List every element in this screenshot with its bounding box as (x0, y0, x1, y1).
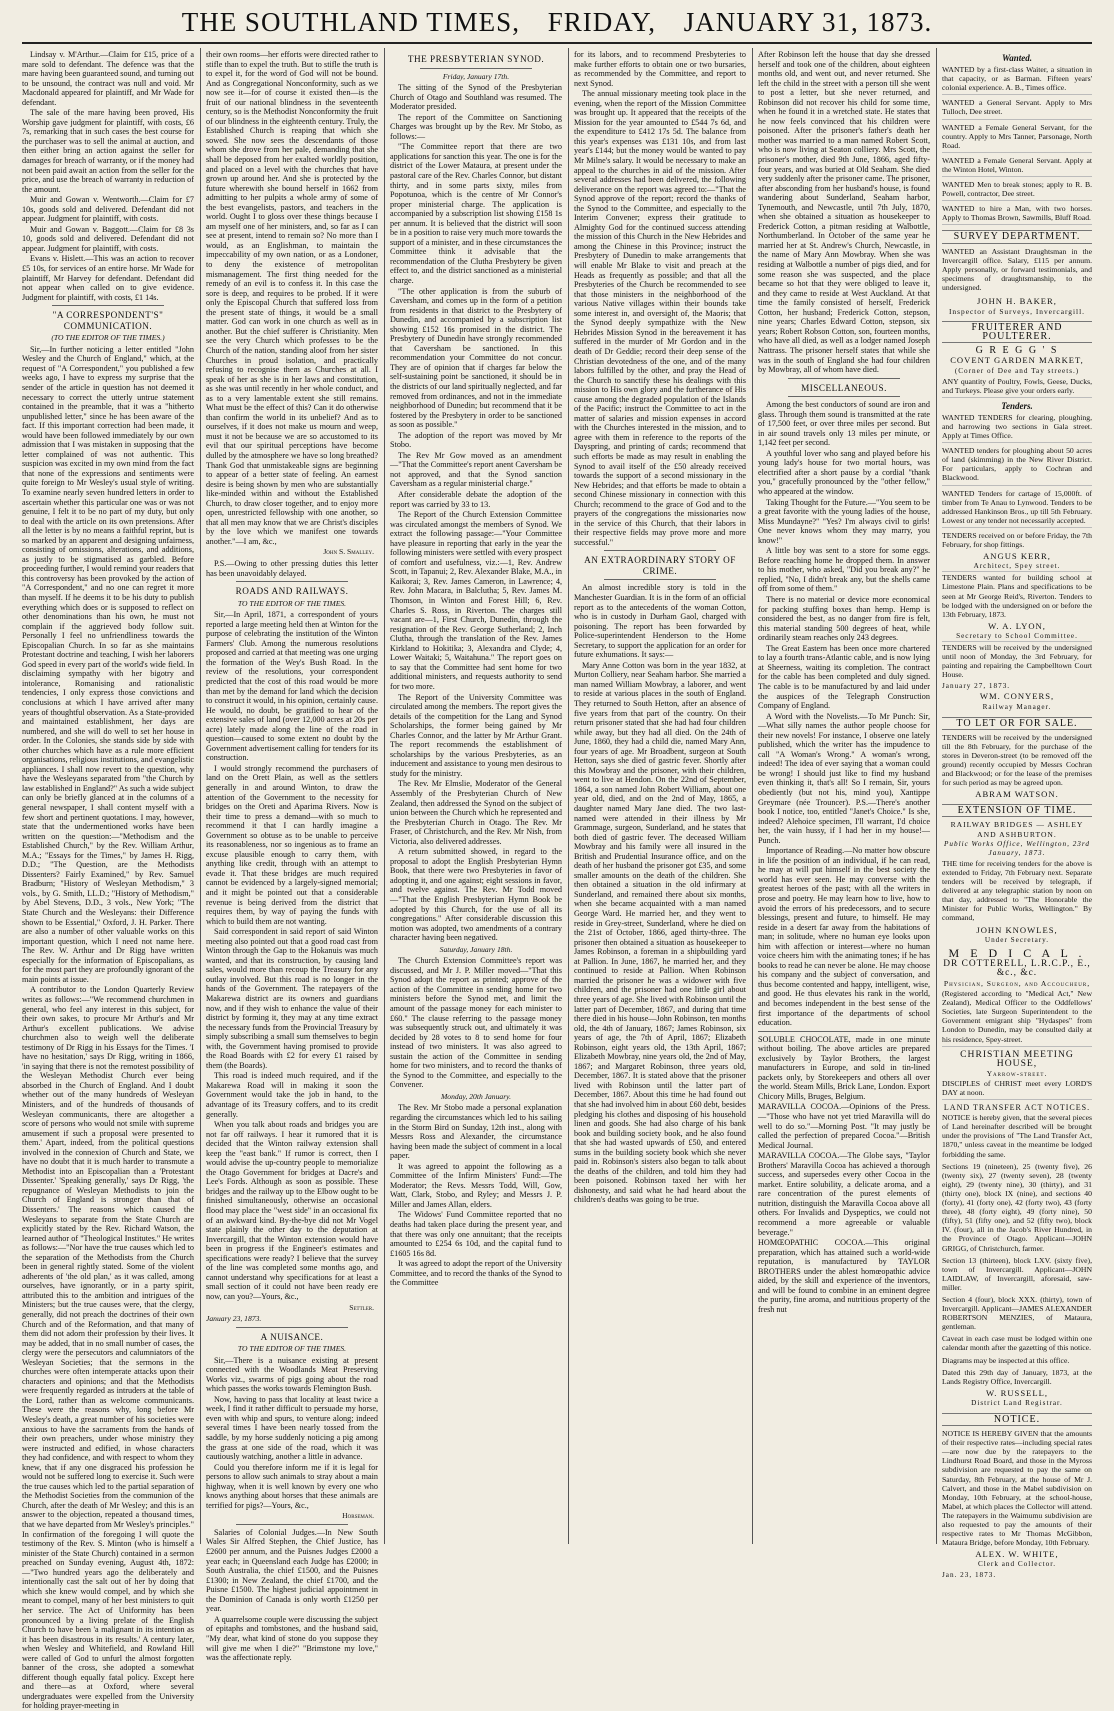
land-notice: Diagrams may be inspected at this office. (942, 1355, 1070, 1365)
survey-advert: WANTED an Assistant Draughtsman in the Invercargill office. Salary, £115 per annum. Apply personally, or forward testimonials, and specimens of draughtsmanship, to the undersigned. (942, 246, 1092, 292)
letter-continuation: their own rooms—her efforts were directed rather to stifle than to expel the truth. But to stifle the truth is to expel it, for the word of God will not be bound. And as Congregational Nonconformity, such as we now see it—for of course it existed then—is the fruit of our national blindness in the seventeenth century, so is the Methodist Nonconformity the fruit of our blindness in the eighteenth century. Truly, the Established Church is reaping that which she sowed. She now sees the descendants of those whom she drove from her pale, demanding that she shall be deposed from her exalted worldly position, and placed on a level with the churches that have grown up around her. And she is protected by the future wherewith she bound herself in 1662 from admitting to her pulpits a whole army of some of the best evangelists, pastors, and teachers in the world. Ought I to gloss over these things because I am myself one of her ministers, and, so far as I can see at present, intend to remain so? No more than I would, as an Englishman, to maintain the impeccability of my own nation, or as a Londoner, to deny the existence of metropolitan mismanagement. The first thing needed for the remedy of an evil is to confess it. In this case the sore is deep, and requires to be probed. If it were only the Episcopal Church that suffered loss from the present state of things, it would be a small matter. God can work in one church as well as in another. But the chief sufferer is Christianity. Men see the very Church which professes to be the Church of the nation, standing aloof from her sister Churches in proud isolation, and practically refusing to recognise them as Churches at all. I speak of her as she is in her laws and constitution, as she was until recently in her whole conduct, and as to a very lamentable extent she still remains. What must be the effect of this? Can it do otherwise than confirm the world in its unbelief? And as to ourselves, if it does not make us mourn and weep, must it not be because we are so accustomed to its evil that our spiritual perceptions have become dulled by the atmosphere we have so long breathed? Thank God that unmistakeable signs are beginning to appear of a better state of feeling. An earnest desire is being shown by men who are substantially like-minded within and without the Established Church, to draw closer together, and to enjoy more open, unrestricted fellowship with one another, so that all men may know that we are Christ's disciples by the love which we manifest one towards another."—I am, &c., (206, 50, 378, 546)
divider (604, 550, 716, 551)
advert-date: Jan. 23, 1873. (942, 1570, 997, 1579)
law-report: Muir and Gowan v. Baggott.—Claim for £8 3s 10, goods sold and delivered. Defendant did not appear. Judgment for plaintiff, with costs. (22, 224, 194, 253)
land-notice: Section 13 (thirteen), block LXV. (sixty five), town of Invercargill. Applicant—JOHN LAIDLAW, of Invercargill, aforesaid, saw-miller. (942, 1255, 1092, 1292)
session-date: Saturday, January 18th. (439, 944, 513, 954)
misc-item: A Word with the Novelists.—To Mr Punch: Sir,—What silly names the author people choose for their new novels! For instance, I observe one lately published, which the writer has the impudence to call "A Woman's Wrong." A woman's wrong, indeed! The idea of ever saying that a woman could be wrong! I should just like to find my husband even thinking it, that's all! So I remain, Sir, yours obediently (but not his, mind you), Xantippe Greymare (née Trouncer). P.S.—There's another book I notice, too, entitled "Janet's Choice." Is she, indeed? Alehoice specimen, I'll warrant, I'd choice her, the vain hussy, if I had her in my house!—Punch. (758, 711, 930, 845)
tender-advert: WANTED Tenders for cartage of 15,000ft. of timber from Te Anau to Lynwood. Tenders to be addressed Hankinson Bros., up till 5th February. Lowest or any tender not necessarily accepted. (942, 489, 1092, 528)
column-1 (22, 50, 195, 1711)
signature: Horseman. (342, 1511, 374, 1521)
advertiser-title: District Land Registrar. (971, 1398, 1063, 1407)
advertiser-name: W. RUSSELL, (985, 1387, 1048, 1398)
advert-date: January 27, 1873. (942, 682, 1011, 691)
law-report: Evans v. Hislett.—This was an action to recover £5 10s, for services of an entire horse. Mr Wade for plaintiff, Mr Harvey for defendant. Defendant did not appear when called on to give evidence. Judgment for plaintiff, with costs, £1 14s. (22, 254, 194, 302)
medical-advert: (Registered according to "Medical Act," New Zealand), Medical Officer to the Oddfellows' Societies, late Surgeon Superintendent to the Government emigrant ship "Hydaspes" from London to Dunedin, may be consulted daily at his residence, Spey-street. (942, 989, 1092, 1047)
advertiser-name: ALEX. W. WHITE, (975, 1549, 1059, 1560)
misc-item: The Great Eastern has been once more chartered to lay a fourth trans-Atlantic cable, and is now lying at Sheerness, waiting its completion. The contract for the cable has been completed and duly signed. The cable is to be manufactured by and laid under the auspices of the Telegraph Construction Company of England. (758, 643, 930, 711)
land-notice: Sections 19 (nineteen), 25 (twenty five), 26 (twenty six), 27 (twenty seven), 28 (twenty eight), 29 (twenty nine), 30 (thirty), and 31 (thirty one), block IX (nine), and sections 40 (forty), 41 (forty one), 42 (forty two), 43 (forty three), 48 (forty eight), 49 (forty nine), 50 (fifty), 51 (fifty one), and 52 (fifty two), block IV. (four), all in the Jacob's River Hundred, in the Province of Otago. Applicant—JOHN GRIGG, of Christchurch, farmer. (942, 1161, 1092, 1253)
article-continuation: After Robinson left the house that day she dressed herself and took one of the children, about eighteen months old, and went out, and never returned. She left the child in the street with a person till she went to post a letter, but she never returned, and Robinson did not recover his child for some time, when he found it in a wretched state. He states that he now feels convinced that his children were poisoned. After the prisoner's father's death her mother was married to a man named Robert Scott, who is now living at Seaton colliery. Mrs Scott, the prisoner's mother, died 9th June, 1866, aged fifty-four years, and was buried at Old Seaham. She died very suddenly after the prisoner came. The prisoner, after absconding from her husband's house, is found wandering about Sunderland, Seaham harbor, Tynemouth, and Newcastle, until 7th July, 1870, when she obtained a situation as housekeeper to Frederick Cotton, a pitman residing at Walbottle, Northumberland. In October of the same year he married her at St. Andrew's Church, Newcastle, in the name of Mary Ann Mowbray. When she was residing at Walbottle a number of pigs died, and for some reason she was suspected, and the place became so hot that they were obliged to leave it, and they came to reside at West Auckland. At that time the family consisted of herself, Frederick Cotton, her husband; Frederick Cotton, stepson, nine years; Charles Edward Cotton, stepson, six years; Robert Robson Cotton, son, fourteen months, who have all died, as well as a lodger named Joseph Nattrass. The prisoner herself states that while she was in the south of England she had four children by Mowbray, all of whom have died. (758, 50, 930, 375)
wanted-advert: WANTED a General Servant. Apply to Mrs Tulloch, Dee street. (942, 98, 1092, 119)
news-paragraph: Salaries of Colonial Judges.—In New South Wales Sir Alfred Stephen, the Chief Justice, has £2600 per annum, and the Puisnes Judges £2000 a year each; in Queensland each Judge has £2000; in South Australia, the chief £1500, and the Puisnes £1300; in New Zealand, the chief £1700, and the Puisne £1500. The highest judicial appointment in the Dominion of Canada is only worth £1250 per year. (206, 1527, 378, 1614)
advertiser-name: G R E G G ' S (975, 345, 1059, 357)
session-date: Monday, 20th January. (440, 1091, 512, 1101)
let-advert: TENDERS will be received by the undersigned till the 8th February, for the purchase of the stores in Deveron-street (to be removed off the ground) recently occupied by Messrs Cochran and Blackwood; or for the lease of the premises for such period as may be agreed upon. (942, 732, 1092, 788)
article-paragraph: An almost incredible story is told in the Manchester Guardian. It is in the form of an official report as to the antecedents of the woman Cotton, who is in custody in Durham Gaol, charged with poisoning. The report has been forwarded by Police-superintendent Henderson to the Home Secretary, to support the application for an order for future exhumations. It says:— (574, 583, 746, 660)
article-paragraph: The adoption of the report was moved by Mr Stobo. (390, 430, 562, 450)
article-paragraph: After considerable debate the adoption of the report was carried by 33 to 13. (390, 490, 562, 509)
advertiser-name: ANGUS KERR, (983, 551, 1051, 562)
postscript: P.S.—Owing to other pressing duties this letter has been unavoidably delayed. (206, 558, 378, 578)
section-heading: M E D I C A L . (948, 945, 1086, 960)
divider (758, 1031, 930, 1032)
article-heading: A NUISANCE. (260, 1331, 324, 1342)
advertiser-name: JOHN KNOWLES, (976, 924, 1058, 935)
advertiser-name: DR COTTERELL, L.R.C.P., E., &c., &c. (943, 958, 1091, 978)
cocoa-advert: MARAVILLA COCOA.—Opinions of the Press.—"Those who have not yet tried Maravilla will do well to do so."—Morning Post. "It may justly be called the perfection of prepared Cocoa."—British Medical Journal. (758, 1102, 930, 1150)
article-heading: ROADS AND RAILWAYS. (235, 586, 349, 597)
to-editor: TO THE EDITOR OF THE TIMES. (237, 1344, 347, 1354)
divider (236, 581, 348, 582)
to-editor: (TO THE EDITOR OF THE TIMES.) (51, 333, 165, 343)
advert-office: Public Works Office, Wellington, 23rd January, 1873. (944, 839, 1090, 857)
law-reports (22, 50, 194, 302)
news-paragraph: A quarrelsome couple were discussing the subject of epitaphs and tombstones, and the husband said, "My dear, what kind of stone do you suppose they will give me when I die?" "Brimstone my love," was the affectionate reply. (206, 1614, 378, 1663)
section-heading: CHRISTIAN MEETING HOUSE, (960, 1048, 1074, 1069)
tender-advert: TENDERS wanted for building school at Limestone Plain. Plans and specifications to be seen at Mr George Reid's, Riverton. Tenders to be lodged with the undersigned on or before the 13th February, 1873. (942, 573, 1092, 619)
wanted-advert: WANTED Men to break stones; apply to R. B. Powell, contractor, Dee street. (942, 180, 1092, 201)
article-paragraph: "The Committee report that there are two applications for sanction this year. The one is for the district of the Lower Mataura, at present under the pastoral care of the Rev. Charles Connor, but distant thirty, and in some parts sixty, miles from Popotunoa, which is the centre of Mr Connor's proper ministerial charge. The application is accompanied by a subscription list showing £158 1s per annum. It is believed that the district will soon be in a position to raise very much more towards the support of a minister, and in these circumstances the Committee think it advisable that the recommendation of the Clutha Presbytery be given effect to, and the district sanctioned as a ministerial charge. (390, 142, 562, 285)
advertiser-title: Clerk and Collector. (977, 1560, 1057, 1569)
wanted-advert: WANTED by a first-class Waiter, a situation in that capacity, or as Barman. Fifteen years' colonial experience. A. B., Times office. (942, 65, 1092, 95)
advertiser-name: ABRAM WATSON. (975, 789, 1059, 800)
session-date: Friday, January 17th. (442, 71, 510, 81)
article-paragraph: The report of the Committee on Sanctioning Charges was brought up by the Rev. Mr Stobo, as follows:— (390, 112, 562, 141)
section-heading: Wanted. (1001, 53, 1033, 63)
article-paragraph: A return submitted showed, in regard to the proposal to adopt the English Presbyterian Hymn Book, that there were two Presbyteries in favor of adopting it, and one against; eight sessions in favor, and twelve against. The Rev. Mr Todd moved—"That the English Presbyterian Hymn Book be adopted by this Church, for the use of all its congregations." After considerable discussion this motion was adopted, two amendments of a contrary character having been negatived. (390, 847, 562, 943)
advert-subheading: RAILWAY BRIDGES — ASHLEY AND ASHBURTON. (950, 820, 1084, 839)
article-paragraph: The Rev. Mr Elmslie, Moderator of the General Assembly of the Presbyterian Church of New Zealand, then addressed the Synod on the subject of union between the Church which he represented and the Presbyterian Church in Otago. The Rev. Mr Fraser, of Christchurch, and the Rev. Mr Nish, from Victoria, also delivered addresses. (390, 779, 562, 846)
article-continuation: for its labors, and to recommend Presbyteries to make further efforts to obtain one or two bursaries, as recommended by the Committee, and report to next Synod. (574, 50, 746, 88)
section-heading: TO LET OR FOR SALE. (942, 717, 1092, 730)
advertiser-title: Secretary to School Committee. (942, 632, 1092, 642)
column-rule (752, 48, 753, 1544)
section-heading: Tenders. (1001, 400, 1033, 411)
article-paragraph: It was agreed to adopt the report of the University Committee, and to record the thanks of the Synod to the Committee (390, 1259, 562, 1288)
letter-paragraph: Sir,—In April, 1871, a correspondent of yours reported a large meeting held then at Winton for the purpose of celebrating the institution of the Winton Farmers' Club. Among the numerous resolutions proposed and carried at that meeting was one urging the formation of the Wey's Bush Road. In the review of the resolutions, your correspondent predicted that the cost of this road would be more than met by the demand for land which the decision to construct it would, in his opinion, certainly cause. He would, no doubt, be gratified to hear of the extensive sales of land (over 12,000 acres at 20s per acre) lately made along the line of the road in question—caused to some extent no doubt by the Government advertisement calling for tenders for its construction. (206, 610, 378, 763)
land-notice: Caveat in each case must be lodged within one calendar month after the gazetting of this notice. (942, 1334, 1092, 1353)
masthead-date: JANUARY 31, 1873. (683, 7, 933, 37)
divider (604, 579, 716, 580)
to-editor: TO THE EDITOR OF THE TIMES. (237, 598, 347, 608)
masthead-day: FRIDAY, (547, 7, 657, 37)
cocoa-advert: SOLUBLE CHOCOLATE, made in one minute without boiling. The above articles are prepared exclusively by Taylor Brothers, the largest manufacturers in Europe, and sold in tin-lined packets only, by Storekeepers and others all over the world. Steam Mills, Brick Lane, London. Export Chicory Mills, Bruges, Belgium. (758, 1034, 930, 1101)
advertiser-title: Inspector of Surveys, Invercargill. (948, 307, 1086, 317)
advertiser-title: Architect, Spey street. (942, 562, 1092, 572)
divider (788, 396, 900, 397)
tender-advert: TENDERS received on or before Friday, the 7th February, for shop fittings. (942, 530, 1092, 550)
letter-paragraph: When you talk about roads and bridges you are not far off railways. I hear it rumored that it is decided that the Winton railway extension shall keep the "east bank." If rumor is correct, then I would advise the up-country people to memorialize the Otago Government for bridges at Dacre's and Lee's Fords. Although as soon as possible. These bridges and the railway up to the Elbow ought to be finished simultaneously, otherwise an occasional flood may place the "west side" in an occasional fix of an awkward kind. By-the-bye did not Mr Vogel state plainly the other day to the deputation at Invercargill, that the Winton extension would have been in progress if the Engineer's estimates and specifications were ready? I believe that the survey of the line was completed some months ago, and cannot understand why specifications for at least a small section of it could not have been ready ere now, can you?—Yours, &c., (206, 1120, 378, 1301)
misc-item: Importance of Reading.—No matter how obscure in life the position of an individual, if he can read, he may at will put himself in the best society the world has ever seen. He may converse with the greatest heroes of the past; with all the writers in prose and poetry. He may learn how to live, how to avoid the errors of his predecessors, and to secure blessings, present and future, to himself. He may reside in a desert far away from the habitations of man; in solitude, where no human eye looks upon him with affection or interest—where no human voice cheers him with the animating tones; if he has books to read he can never be alone. He may choose his company and the subject of conversation, and thus become contented and happy, intelligent, wise, and good. He thus elevates his rank in the world, and becomes independent in the best sense of the first importance of the departments of school education. (758, 846, 930, 1028)
column-2 (206, 50, 378, 1663)
tender-advert: WANTED TENDERS for clearing, ploughing, and harrowing two sections in Gala street. Apply at Times Office. (942, 413, 1092, 443)
article-paragraph: The Report of the Church Extension Committee was circulated amongst the members of Synod. We extract the following passage:—"Your Committee have pleasure in reporting that early in the year the following ministers were settled with every prospect of comfort and usefulness, viz.:—1, Rev. Andrew Scott, in Tapanui; 2, Rev. Alexander Blake, M.A., in Kaikorai; 3, Rev. James Cameron, in Lawrence; 4, Rev. John Macara, in Balclutha; 5, Rev. James M. Thomson, in Winton and Forest Hill; 6, Rev. Charles S. Ross, in Riverton. The charges still vacant are—1, First Church, Dunedin, through the resignation of the Rev. George Sutherland; 2, Inch Clutha, through the translation of the Rev. James Kirkland to Hokitika; 3, Alexandra and Clyde; 4, Lower Waitaki; 5, Waitahuna." The report goes on to say that the Committee had sent home for two additional ministers, and requests authority to send for two more. (390, 510, 562, 691)
divider (52, 305, 164, 306)
divider (420, 68, 532, 69)
masthead (0, 4, 1114, 40)
article-paragraph: The Rev Mr Gow moved as an amendment—"That the Committee's report anent Caversham be not approved, and that the Synod sanction Caversham as a regular ministerial charge." (390, 450, 562, 489)
advertiser-name: W. A. LYON, (988, 620, 1046, 631)
signature: John S. Smalley. (323, 547, 374, 557)
article-paragraph: It was agreed to appoint the following as a Committee of the Infirm Ministers' Fund:—The Moderator; the Revs. Messrs Todd, Will, Gow, Watt, Clark, Stobo, and Ryley; and Messrs J. P. Miller and James Allan, elders. (390, 1161, 562, 1209)
section-heading: EXTENSION OF TIME. (942, 804, 1092, 817)
advertiser-title: Railway Manager. (982, 702, 1052, 711)
letter-paragraph: I would strongly recommend the purchasers of land on the Orett Plain, as well as the settlers generally in and around Winton, to draw the attention of the Government to the necessity for bridges on the Oreti and Aparima Rivers. Now is their time to press a demand—with so much to recommend it that I can hardly imagine a Government so obtuse as to be unable to perceive its reasonableness, nor so ingenious as to frame an excuse plausible enough to carry them, with anything like credit, through with an attempt to evade it. That these bridges are much required cannot be evidenced by a largely-signed memorial; and it might be pointed out that a considerable revenue is being derived from the district that requires them, by way of paying the funds with which to build them are not wanting. (206, 763, 378, 926)
cocoa-advert: MARAVILLA COCOA.—The Globe says, "Taylor Brothers' Maravilla Cocoa has achieved a thorough success, and supersedes every other Cocoa in the market. Entire solubility, a delicate aroma, and a rare concentration of the purest elements of nutrition, distinguish the Maravilla Cocoa above all others. For Invalids and Dyspeptics, we could not recommend a more agreeable or valuable beverage." (758, 1151, 930, 1237)
wanted-advert: WANTED to hire a Man, with two horses. Apply to Thomas Brown, Sawmills, Bluff Road. (942, 204, 1092, 225)
law-report: Lindsay v. M'Arthur.—Claim for £15, price of a mare sold to defendant. The defence was that the mare having been guaranteed sound, and turning out to be unsound, the contract was null and void. Mr Macdonald appeared for plaintiff, and Mr Wade for defendant. (22, 50, 194, 107)
letter-paragraph: This road is indeed much required, and if the Makarewa Road will in making it soon the Government would take the job in hand, to the advantage of its Treasury coffers, and to its credit generally. (206, 1071, 378, 1119)
article-paragraph: The Report of the University Committee was circulated among the members. The report gives the details of the competition for the Lang and Synod Scholarships, the former being gained by Mr Charles Connor, and the latter by Mr Arthur Grant. The report recommends the establishment of scholarships by the various Presbyteries, as an inducement and assistance to young men desirous to study for the ministry. (390, 692, 562, 778)
misc-item: Taking Thought for the Future.—"You seem to be a great favorite with the young ladies of the house, Miss Mundayne?" "Yes? I'm always civil to girls! One never knows whom they may marry, you know!" (758, 497, 930, 545)
church-advert: DISCIPLES of CHRIST meet every LORD'S DAY at noon. (942, 1079, 1092, 1100)
article-paragraph: "The other application is from the suburb of Caversham, and comes up in the form of a petition from residents in that district to the Presbytery of Dunedin, and accompanied by a subscription list showing £152 16s promised in the district. The Presbytery of Dunedin have strongly recommended that Caversham be sanctioned. In this recommendation your Committee do not concur. They are of opinion that if charges far below the self-sustaining point be sanctioned, it should be in the districts of our land spiritually neglected, and far removed from ordinances, and not in the immediate neighborhood of Dunedin; but recommend that it be fostered by the Presbytery in order to be sanctioned as soon as possible." (390, 286, 562, 430)
fruiterer-advert: ANY quantity of Poultry, Fowls, Geese, Ducks, and Turkeys. Please give your orders early. (942, 377, 1092, 398)
column-rule (384, 48, 385, 1544)
letter-paragraph: Said correspondent in said report of said Winton meeting also pointed out that a good road cast from Winton through the Gap to the Hokanuis was much wanted, and that its construction, by causing land sales, would more than recoup the Treasury for any outlay involved. But this road is no longer in the hands of the Government. The ratepayers of the Makarewa district are its owners and guardians now, and if they wish to enhance the value of their district by forming it, they may at any time extract the necessary funds from the Provincial Treasury by simply subscribing a small sum themselves to begin with, the Government having promised to provide the Road Boards with £2 for every £1 raised by them (the Boards). (206, 927, 378, 1070)
advertiser-name: WM. CONYERS, (979, 691, 1055, 702)
misc-item: A little boy was sent to a store for some eggs. Before reaching home he dropped them. In answer to his mother, who asked, "Did you break any?" he replied, "No, I didn't break any, but the shells came off from some of them." (758, 546, 930, 594)
section-heading: FRUITERER AND POULTERER. (942, 321, 1092, 343)
tender-advert: TENDERS will be received by the undersigned until noon of Monday, the 3rd February, for painting and repairing the Campbelltown Court House. (942, 642, 1092, 680)
rates-notice: NOTICE IS HEREBY GIVEN that the amounts of their respective rates—including special rates—are now due by the ratepayers to the Lindhurst Road Board, and those in the Myross subdivision are requested to pay the same on Saturday, 8th February, at the house of Mr J. Calvert, and those in the Mabel subdivision on Monday, 10th February, at the school-house, Mabel, at which places the Collector will attend. The ratepayers in the Waimumu subdivision are also requested to pay the amounts of their respective rates to Mr Thomas McGibbon, Mataura Bridge, before Monday, 10th February. (942, 1429, 1092, 1548)
article-paragraph: The sitting of the Synod of the Presbyterian Church of Otago and Southland was resumed. The Moderator presided. (390, 83, 562, 112)
misc-item: Among the best conductors of sound are iron and glass. Through them sound is transmitted at the rate of 17,500 feet, or over three miles per second. But in air sound travels only 13 miles per minute, or 1,142 feet per second. (758, 400, 930, 448)
tender-advert: WANTED tenders for ploughing about 50 acres of land (skimming) in the New River District. For particulars, apply to Cochran and Blackwood. (942, 446, 1092, 485)
section-heading: SURVEY DEPARTMENT. (942, 230, 1092, 243)
column-4 (574, 50, 746, 1540)
divider (236, 1327, 348, 1328)
letter-paragraph: A contributor to the London Quarterly Review writes as follows:—"We recommend churchmen in general, who feel any interest in this subject, for their own sakes, to procure Mr Arthur's and Mr Arthur's excellent publications. We advise churchmen also to weigh well the deliberate testimony of Dr Rigg in his Essays for the Times. 'I have no hesitation,' says Dr Rigg, writing in 1866, 'in saying that there is not the remotest possibility of the Wesleyan Methodist Church ever being absorbed in the Church of England. And I doubt whether out of the many hundreds of Wesleyan Ministers, and of the hundreds of thousands of Wesleyan communicants, there are altogether a score of persons who would not smile with supreme amusement if such a proposal were presented to them.' Apart, indeed, from the political questions involved in the connexion of Church and State, we have no doubt that it is much harder to transmute a Methodist into an Episcopalian than a 'Protestant Dissenter.' 'Speaking generally,' says Dr Rigg, 'the repugnance of Wesleyan Methodists to join the Church of England is stronger than that of Dissenters.' The reasons which caused the Wesleyans to separate from the State Church are explicitly stated by the Rev. Richard Watson, the learned author of "Theological Institutes." He writes as follows:—"Nor have the true causes which led to the separation of the Methodists from the Church been in general rightly stated. Some of the violent adherents of 'the old plan,' as it was called, among ourselves, have ignorantly, or in a party spirit, attributed this to the ambition and intrigues of the Ministers; but the true causes were, that the clergy, generally, did not preach the doctrines of their own Church and of the Reformation, and that many of them did not adorn their profession by their lives. It may be added, that in no small number of cases, the clergy were the persecutors and calumniators of the Wesleyan Societies; that the sermons in the churches were often intemperate attacks upon their characters and opinions; and that the Methodists were frequently regarded as intruders at the table of the Lord, rather than as welcome communicants. These were the reasons why, long before Mr Wesley's death, a great number of his societies were anxious to have the sacraments from the hands of their own preachers, under whose ministry they were instructed and edified, in whose characters they had confidence, and with respect to whom they knew, that if any one disgraced his profession he would not be suffered long to exercise it. Such were the true causes which led to the partial separation of the Methodist Societies from the communion of the Church, after the death of Mr Wesley; and this is an answer to the objection, repeated a thousand times, that we have departed from Mr Wesley's principles." In confirmation of the foregoing I will quote the testimony of the Rev. S. Minton (who is himself a minister of the State Church) contained in a sermon preached on Sunday evening, August 4th, 1872:—"Two hundred years ago the deliberately and intentionally cast the salt out of her by doing that which she knew would compel, and by which she meant to compel, many of her best ministers to quit her service. The Act of Uniformity has been pronounced by a living prelate of the English Church to have been 'a malignant in its intention as it has been disastrous in its results.' A century later, when Wesley and Whitefield, and Rowland Hill were called of God to unfurl the almost forgotten banner of the cross, she adopted a somewhat different though equally fatal policy. Except here and there—as at Oxford, where several undergraduates were expelled from the University for holding prayer-meeting in (22, 985, 194, 1711)
advert-subheading: Physician, Surgeon, and Accoucheur, (943, 978, 1091, 988)
law-report: The sale of the mare having been proved, His Worship gave judgment for plaintiff, with costs, £6 7s, remarking that in such cases the best course for the purchaser was to sell the animal at auction, and then either bring an action against the seller for damages for breach of warranty, or if the money had not been paid await an action from the seller for the price, and use the breach of warranty in reduction of the amount. (22, 108, 194, 194)
letter-paragraph: Could you therefore inform me if it is legal for persons to allow such animals to stray about a main highway, when it is well known by every one who knows anything about horses that these animals are terrified for pigs?—Yours, &c., (206, 1462, 378, 1510)
article-paragraph: The annual missionary meeting took place in the evening, when the report of the Mission Committee was brought up. It appeared that the receipts of the Mission for the year amounted to £544 7s 6d, and the expenditure to £412 17s 5d. The balance from this year's expenses was £131 10s, and from last year's £144; but the money would be wanted to pay Mr Milne's salary. It would be necessary to make an appeal to the churches in aid of the mission. After several addresses had been delivered, the following deliverance on the report was agreed to:—"That the Synod approve of the report; record the thanks of the Synod to the Committee, and especially to the Interim Convener; express their gratitude to Almighty God for the continued success attending the mission of this Church in the New Hebrides and among the Chinese in this Province; instruct the Presbytery of Dunedin to make arrangements that will enable Mr Blake to visit and preach at the Heads as frequently as possible; and that all the Presbyteries of the Church be recommended to see that those ministers in the neighborhood of the various Native villages within their bounds take some interest in, and oversight of, the Maoris; that the Synod deeply sympathize with the New Hebrides Mission Synod in the bereavement it has suffered in the murder of Mr Gordon and in the death of Dr Geddie; record their deep sense of the Christian devotedness of the one, and of the many labors fulfilled by the other, and pray the Head of the Church to sanctify these his dealings with this mission to His own glory and the furtherance of His cause among the degraded population of the Islands of the Pacific; instruct the Committee to act in the matter of salaries and mission expenses in accord with the Churches interested in the mission, and to agree with them in reference to the reports of the Dayspring, and printing of cards; recommend that such efforts be made as may result in enabling the Synod to avail itself of the £50 already received towards the support of a second missionary in the New Hebrides; and that efforts be made to obtain a second Chinese missionary in connection with this Church; recommend to the grace of God and to the prayers of the congregations the missionaries now in the service of this Church, that their labors in their respective fields may prove more and more successful." (574, 89, 746, 547)
masthead-rule (22, 42, 1092, 44)
advertiser-title: Under Secretary. (984, 935, 1050, 944)
land-notice: NOTICE is hereby given, that the several pieces of Land hereinafter described will be brought under the provisions of "The Land Transfer Act, 1870," unless caveat in the meantime be lodged forbidding the same. (942, 1113, 1092, 1159)
article-paragraph: The Rev. Mr Stobo made a personal explanation regarding the circumstances which led to his sailing in the Storm Bird on Sunday, 12th inst., along with Messrs Ross and Alexander, the circumstance having been made the subject of comment in a local paper. (390, 1103, 562, 1161)
land-notice: Dated this 29th day of January, 1873, at the Lands Registry Office, Invercargill. (942, 1367, 1092, 1386)
letter-paragraph: Sir,—In further noticing a letter entitled "John Wesley and the Church of England," which, at the request of "A Correspondent," you published a few weeks ago, I have to express my surprise that the sender of the article in question has not deemed it necessary to correct the utterly untrue statement contained in the preamble, that it was a "hitherto unpublished letter," since he has been aware of the fact. If this important correction had been made, it would have been followed immediately by our own admission that I was mistaken in supposing that the letter complained of was not authentic. This suspicion was excited in my own mind from the fact that none of the expressions and sentiments were quite foreign to Mr Wesley's usual style of writing. To examine nearly seven hundred letters in order to ascertain whether this particular one was or was not genuine, I felt it to be no part of my duty, but only to deal with the article on its own pretensions. After all the letter is by no means a faithful reprint, but is so marked by an apparent and designing unfairness, consisting of omissions, alterations, and additions, as justly to be stigmatised as garbled. Before proceeding further, I would remind your readers that this controversy has been provoked by the action of "A Correspondent," and no one can regret it more than myself. If he deems it to be his duty to publish everything which does or is supposed to reflect on other denominations than his own, he must not complain if the aggrieved body follow suit. Personally I feel no unfriendliness towards the Episcopalian Church. In so far as she maintains Protestant doctrine and teaching, I wish her laborers God speed in every part of the world's wide field. In disclaiming sympathy with her bigotry and intolerance, Romanising and rationalistic tendencies, I only express those convictions and conclusions at which I have arrived after many years of thoughtful observation. As a State-provided and maintained establishment, her days are numbered, and she will do well to set her house in order. In the Colonies, she stands side by side with other churches which have as a rule more efficient organisations, religious institutions, and evangelistic appliances. I shall now revert to the question, why have the Wesleyans separated from "the Church by law established in England?" As such a wide subject can only be briefly glanced at in the columns of a general newspaper, I shall content myself with a few short and pertinent quotations. I may, however, state that the undermentioned works have been written on the question:—"Methodism and the Established Church," by the Rev. William Arthur, M.A.; "Essays for the Times," by James H. Rigg, D.D.; "The Question, are the Methodists Dissenters? Fairly Examined," by Rev. Samuel Bradburn; "History of Wesleyan Methodism," 3 vols., by G. Smith, LL.D.; "History of Methodism," by Abel Stevens, D.D., 3 vols., New York; "The State Church and the Wesleyans: their Difference shown to be Essential," Oxford, J. H. Parker. There are also a number of other valuable works on this important question, which I need not name here. The Rev. W. Arthur and Dr Rigg have written especially for the information of Episcopalians, as for the most part they are profoundly ignorant of the main points at issue. (22, 344, 195, 984)
wanted-advert: WANTED a Female General Servant, for the country. Apply to Mrs Tanner, Parsonage, North Road. (942, 123, 1092, 153)
misc-item: There is no material or device more economical for packing stuffing boxes than hemp. Hemp is considered the best, as no danger from fire is felt, this material standing 500 degrees of heat, while ordinarily steam reaches only 243 degrees. (758, 595, 930, 643)
law-report: Muir and Gowan v. Wentworth.—Claim for £7 10s, goods sold and delivered. Defendant did not appear. Judgment for plaintiff, with costs. (22, 195, 194, 224)
column-rule (936, 48, 937, 1544)
column-5 (758, 50, 930, 1540)
advert-place: Yarrow-street. (986, 1068, 1048, 1078)
letter-date: January 23, 1873. (206, 1314, 262, 1324)
column-rule (568, 48, 569, 1544)
masthead-title: THE SOUTHLAND TIMES, (181, 7, 520, 37)
article-paragraph: The Widows' Fund Committee reported that no deaths had taken place during the present year, and that there was only one annuitant; that the receipts amounted to £254 6s 10d, and the capital fund to £1605 16s 8d. (390, 1210, 562, 1258)
divider (236, 1524, 348, 1525)
article-paragraph: The Church Extension Committee's report was discussed, and Mr J. P. Miller moved—"That this Synod adopt the report as printed; approve of the action of the Committee in sending home for two ministers before the Synod met, and limit the amount of the passage money for each minister to £60." The clause referring to the passage money was subsequently struck out, and ultimately it was decided by 28 votes to 8 to send home for four instead of two ministers. It was also agreed to sustain the action of the Committee in sending home for two ministers, and to record the thanks of the Synod to the Committee, and especially to the Convener. (390, 956, 562, 1090)
article-heading: AN EXTRAORDINARY STORY OF CRIME. (584, 555, 736, 576)
letter-paragraph: Now, having to pass that locality at least twice a week, I find it rather difficult to persuade my horse, even with whip and spurs, to venture along; indeed several times I have been nearly tossed from the saddle, by my horse suddenly noticing a pig among the grass at one side of the road, which it was cautiously watching, another a little in advance. (206, 1394, 378, 1462)
extension-advert: THE time for receiving tenders for the above is extended to Friday, 7th February next. Separate tenders will be received by telegraph, if delivered at any telegraphic station by noon on that day, addressed to "The Honorable the Minister for Public Works, Wellington." By command, (942, 858, 1092, 923)
land-notice: Section 4 (four), block XXX. (thirty), town of Invercargill. Applicant—JAMES ALEXANDER ROBERTSON MENZIES, of Mataura, gentleman. (942, 1294, 1092, 1332)
divider (788, 378, 900, 379)
advertiser-name: JOHN H. BAKER, (977, 295, 1057, 306)
misc-item: A youthful lover who sang and played before his young lady's house for two mortal hours, was electrified after a short pause by a cordial "thank you," gracefully pronounced by the "other fellow," who appeared at the window. (758, 448, 930, 497)
cocoa-advert: HOMŒOPATHIC COCOA.—This original preparation, which has attained such a world-wide reputation, is manufactured by TAYLOR BROTHERS under the ablest homœopathic advice aided, by the skill and experience of the inventors, and will be found to combine in an eminent degree the purity, fine aroma, and nutritious property of the fresh nut (758, 1238, 930, 1314)
signature: Settler. (349, 1302, 374, 1312)
letter-paragraph: Sir,—There is a nuisance existing at present connected with the Woodlands Meat Preserving Works viz., swarms of pigs going about the road which passes the works towards Flemington Bush. (206, 1355, 378, 1394)
section-heading: LAND TRANSFER ACT NOTICES. (943, 1103, 1091, 1113)
article-heading: "A CORRESPONDENT'S" COMMUNICATION. (52, 310, 164, 331)
column-6-advertisements (942, 50, 1092, 1579)
column-3 (390, 50, 562, 1540)
section-heading: NOTICE. (942, 1413, 1092, 1426)
advertiser-address: (Corner of Dee and Tay streets.) (954, 366, 1080, 375)
wanted-advert: WANTED a Female General Servant. Apply at the Winton Hotel, Winton. (942, 156, 1092, 177)
article-paragraph: Mary Anne Cotton was born in the year 1832, at Murton Colliery, near Seaham harbor. She married a man named William Mowbray, a laborer, and went to reside at various places in the south of England. They returned to South Hetton, after an absence of five years from that part of the country. On their return prisoner stated that she had had four children while away, but they had all died. On the 24th of June, 1860, they had a child die, named Mary Ann, four years of age. Mr Broadbent, surgeon at South Hetton, says she died of gastric fever. Shortly after this Mowbray and the prisoner, with their children, went to live at Hendon. On the 22nd of September, 1864, a son named John Robert William, about one year old, died, and on the 2nd of May, 1865, a daughter named Mary Jane died. The two last-named were attended in their illness by Mr Grammage, surgeon, Sunderland, and he states that both died of gastric fever. The deceased William Mowbray and his family were all insured in the British and Prudential Insurance office, and on the death of her husband the prisoner got £35, and some smaller amounts on the death of the children. She then obtained a situation in the old infirmary at Sunderland, and remained there about six months, when she became acquainted with a man named George Ward. He married her, and they went to reside in Grey-street, Sunderland, where he died on the 21st of October, 1866, aged thirty-three. The prisoner then obtained a situation as housekeeper to James Robinson, a foreman in a shipbuilding yard at Pallion. In June, 1867, he married her, and they continued to reside at Pallion. When Robinson married the prisoner he was a widower with five children, and the prisoner had one little girl about three years of age. She lived with Robinson until the latter part of December, 1867, and during that time there died in his house—John Robinson, ten months old, the 4th of January, 1867; James Robinson, six years of age, the 7th of April, 1867; Elizabeth Robinson, eight years old, the 13th April, 1867; Elizabeth Mowbray, nine years old, the 2nd of May, 1867; and Margaret Robinson, three years old, December, 1867. It is stated above that the prisoner lived with Robinson until the latter part of December, 1867. About this time he had found out that she had involved him in about £60 debt, besides pledging his clothes and disposing of his household linen and goods. She had also charge of his bank book and building society book, and he also found that she had wasted upwards of £50, and entered sums in the building society book which she never paid in. Robinson's sisters also began to talk about the deaths of the children, and told him they had been poisoned. Robinson taxed her with her dishonesty, and said what he had heard about the children's deaths was going to be true. (574, 660, 746, 1205)
advertiser-place: COVENT GARDEN MARKET, (950, 355, 1084, 366)
column-rule (200, 48, 201, 1544)
article-heading: THE PRESBYTERIAN SYNOD. (407, 54, 545, 64)
article-heading: MISCELLANEOUS. (801, 382, 887, 393)
